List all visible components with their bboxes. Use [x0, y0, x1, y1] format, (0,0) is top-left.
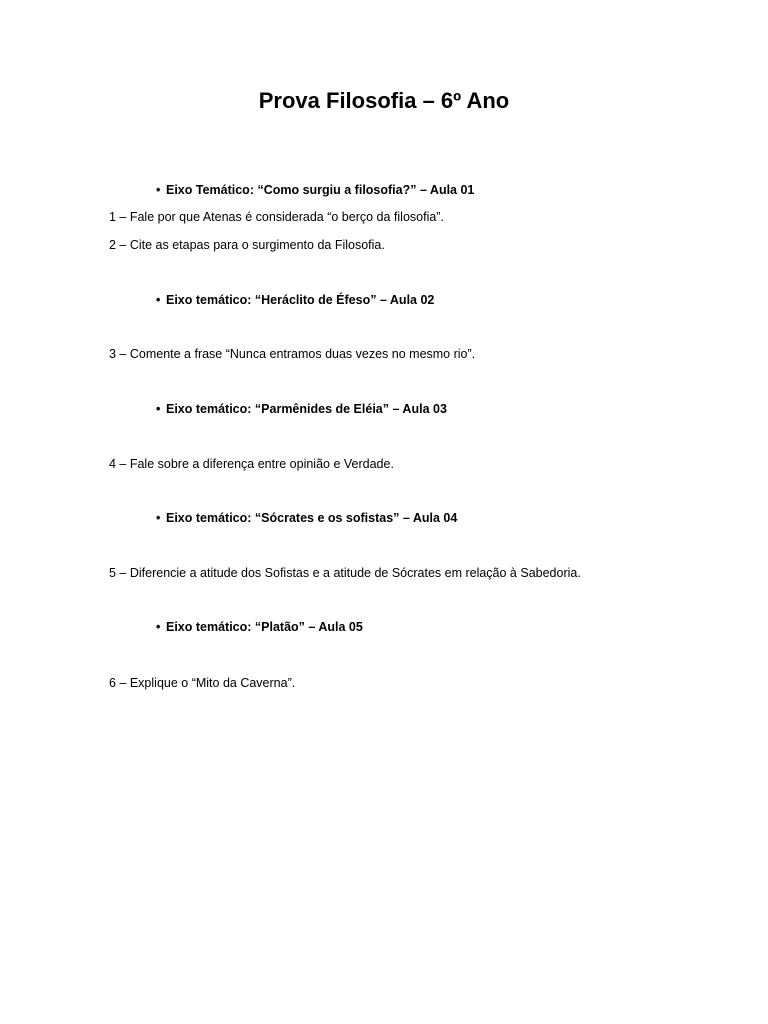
bullet-icon: •	[156, 183, 161, 197]
page-title: Prova Filosofia – 6º Ano	[258, 88, 510, 113]
bullet-icon: •	[156, 293, 161, 307]
topic-text: Eixo Temático: “Como surgiu a filosofia?” – Aula 01	[166, 183, 475, 197]
question-item: 5 – Diferencie a atitude dos Sofistas e a atitude de Sócrates em relação à Sabedoria.	[109, 566, 581, 580]
topic-text: Eixo temático: “Sócrates e os sofistas” – Aula 04	[166, 511, 458, 525]
topic-heading	[156, 181, 474, 199]
question-item: 3 – Comente a frase “Nunca entramos duas vezes no mesmo rio”.	[109, 347, 476, 361]
bullet-icon: •	[156, 402, 161, 416]
topic-heading	[156, 509, 457, 527]
question-item: 1 – Fale por que Atenas é considerada “o berço da filosofia”.	[109, 210, 444, 224]
topic-text: Eixo temático: “Heráclito de Éfeso” – Aula 02	[166, 293, 435, 307]
question-item: 6 – Explique o “Mito da Caverna”.	[109, 676, 296, 690]
topic-heading	[156, 291, 434, 309]
question-item: 2 – Cite as etapas para o surgimento da Filosofia.	[109, 238, 385, 252]
topic-text: Eixo temático: “Platão” – Aula 05	[166, 620, 363, 634]
topic-heading	[156, 618, 363, 636]
topic-heading	[156, 400, 447, 418]
topic-text: Eixo temático: “Parmênides de Eléia” – Aula 03	[166, 402, 447, 416]
bullet-icon: •	[156, 511, 161, 525]
question-item: 4 – Fale sobre a diferença entre opinião e Verdade.	[109, 457, 394, 471]
bullet-icon: •	[156, 620, 161, 634]
